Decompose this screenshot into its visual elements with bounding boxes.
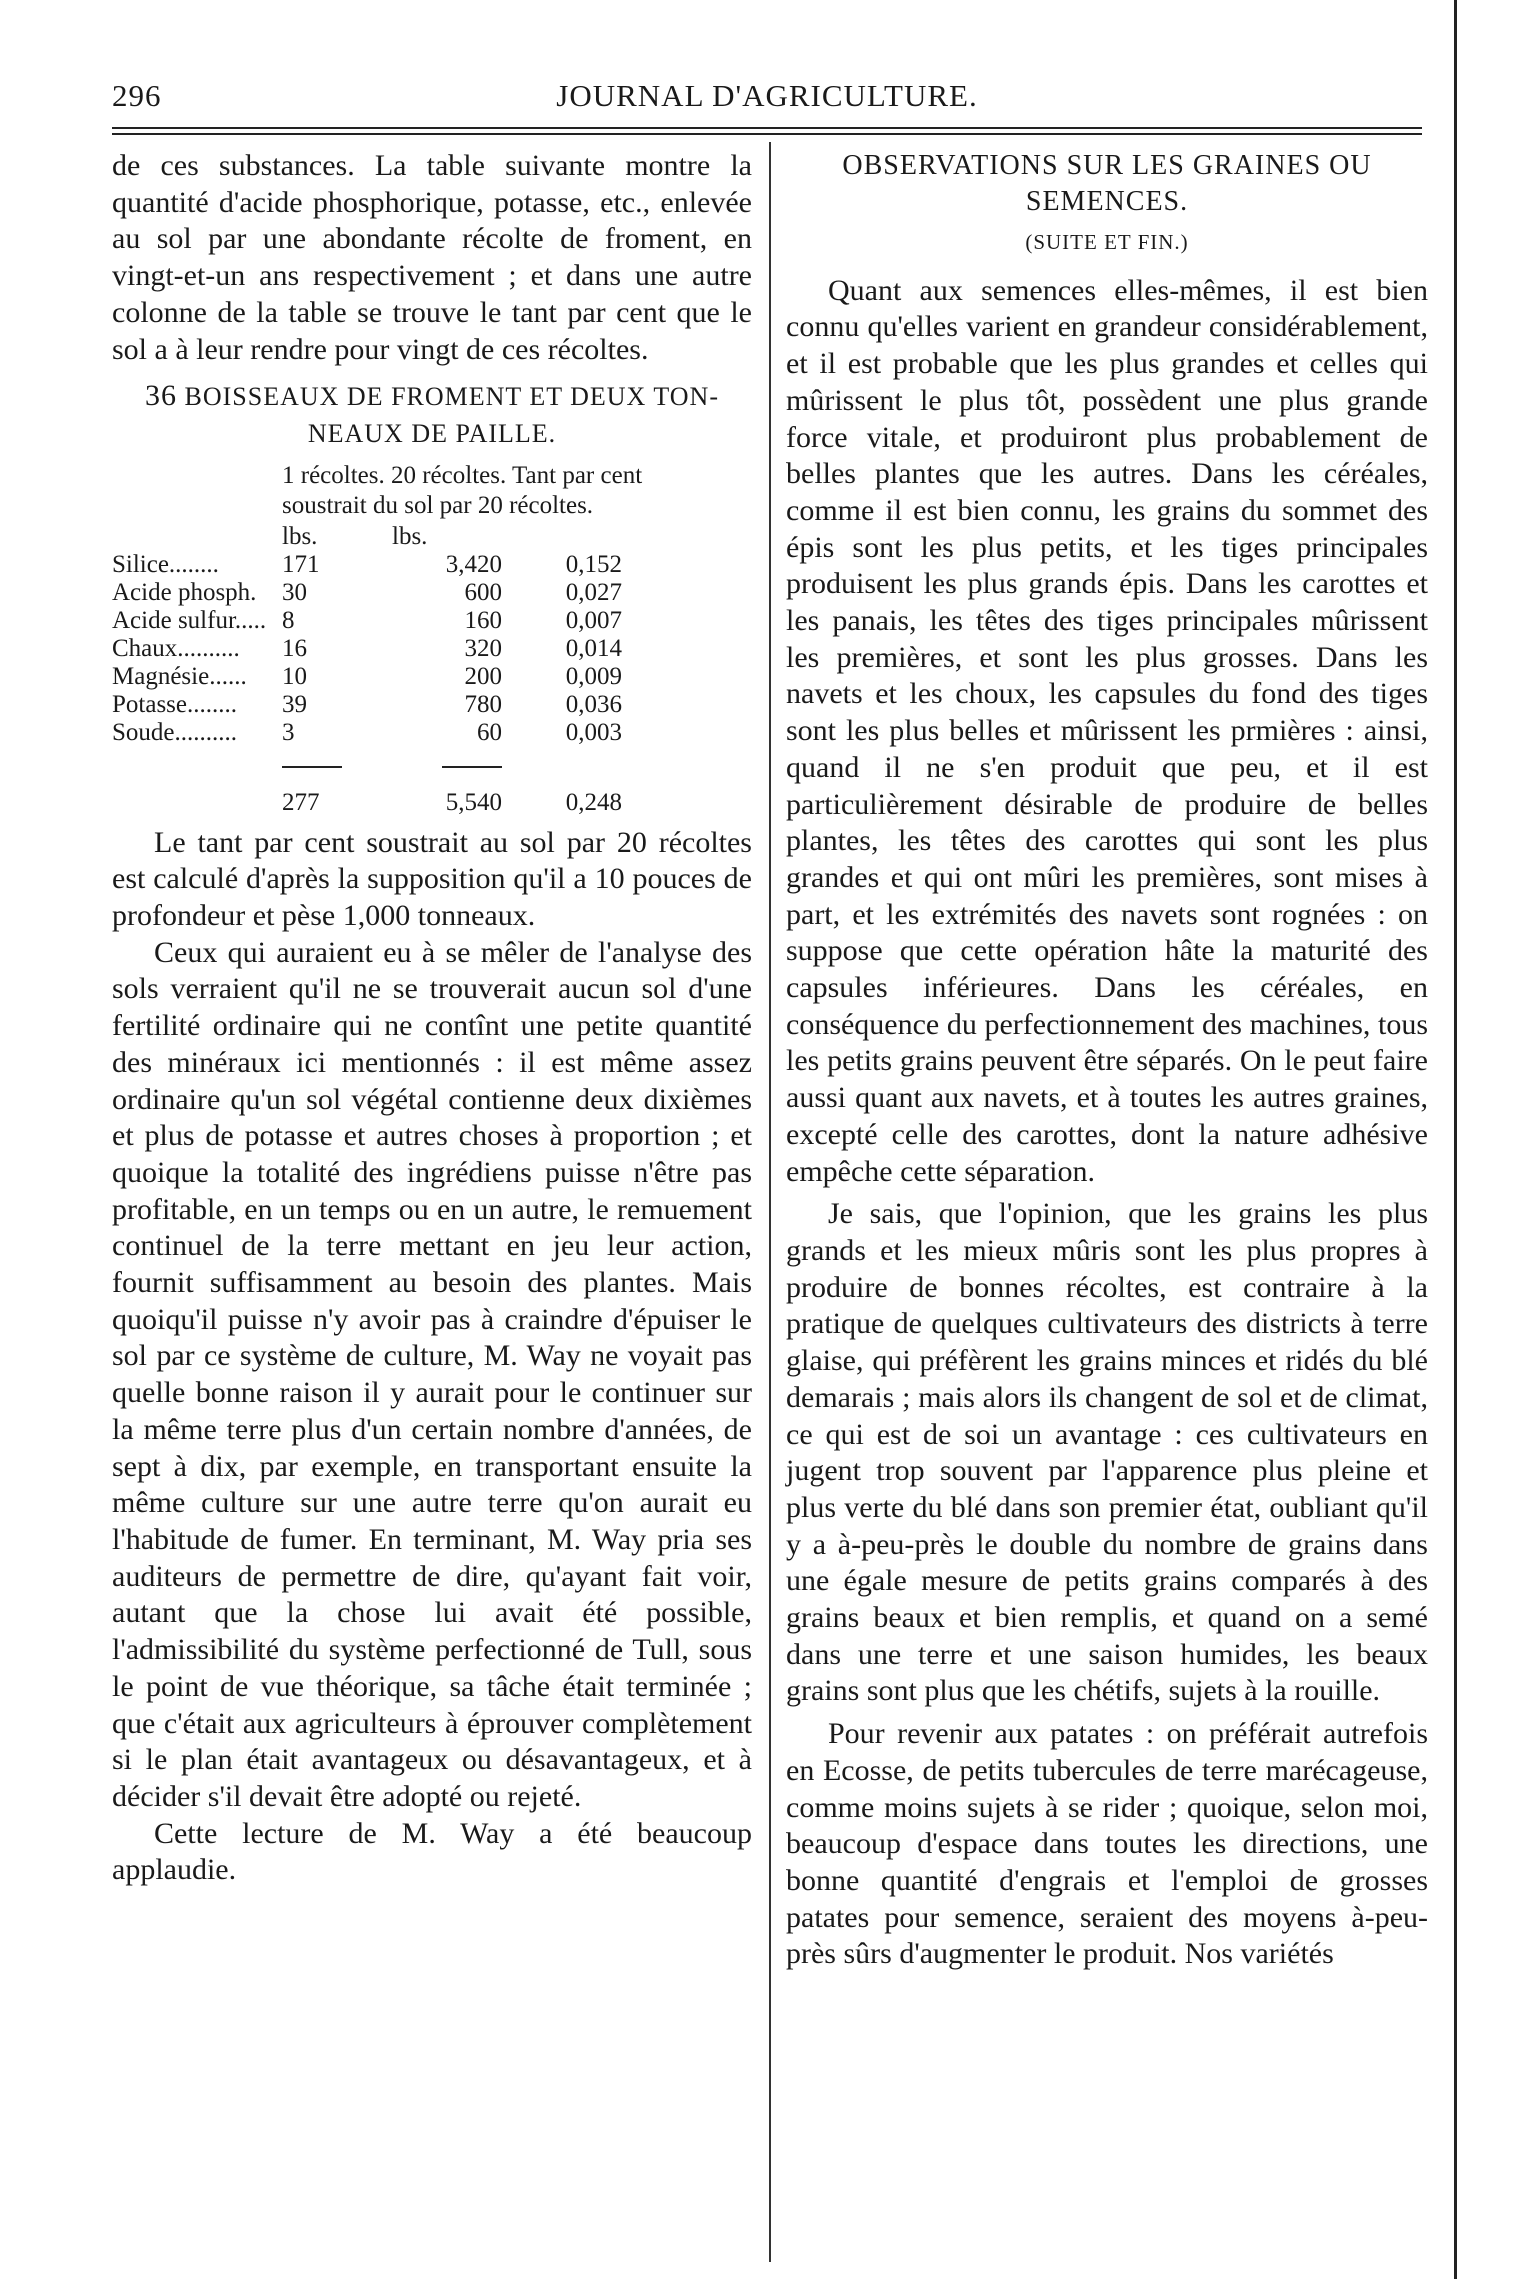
table-row: [112, 607, 622, 635]
row-label: Chaux..........: [112, 634, 240, 662]
cell-one-harvest: 171: [282, 550, 320, 578]
row-label: Magnésie......: [112, 662, 247, 690]
unit-cell: lbs.: [392, 522, 428, 550]
left-paragraph-4: Cette lecture de M. Way a été beaucoup applaudie.: [112, 1816, 752, 1887]
cell-one-harvest: 16: [282, 634, 307, 662]
header-rule-bottom: [112, 133, 1422, 135]
article-subtitle: (SUITE ET FIN.): [1025, 230, 1189, 254]
cell-percent: 0,152: [565, 550, 622, 578]
table-title-line2: NEAUX DE PAILLE.: [307, 418, 557, 448]
total-percent: 0,248: [565, 788, 622, 816]
table-row: [112, 579, 622, 607]
left-paragraph-1: de ces substances. La table suivante montre la quantité d'acide phosphorique, potasse, etc., enlevée au sol par une abondante récolte de froment, en vingt-et-un ans respectivement ; et dans une autre colonne de la table se trouve le tant par cent que le sol a à leur rendre pour vingt de ces récoltes.: [112, 149, 752, 366]
cell-one-harvest: 3: [282, 718, 295, 746]
page-number: 296: [112, 78, 162, 113]
table-title-text: BOISSEAUX DE FROMENT ET DEUX TON-: [184, 382, 719, 412]
cell-percent: 0,036: [565, 690, 622, 718]
row-label: Acide sulfur.....: [112, 606, 267, 634]
table-title-number: 36: [145, 379, 177, 413]
cell-percent: 0,003: [565, 718, 622, 746]
cell-twenty-harvests: 160: [464, 606, 502, 634]
table-row: [112, 635, 622, 663]
table-header-line2: soustrait du sol par 20 récoltes.: [282, 491, 594, 519]
header-rule-top: [112, 127, 1422, 129]
left-paragraph-2: Le tant par cent soustrait au sol par 20 récoltes est calculé d'après la supposition qu'il a 10 pouces de profondeur et pèse 1,000 tonneaux.: [112, 825, 752, 933]
page-edge-line: [1454, 0, 1457, 2279]
cell-one-harvest: 10: [282, 662, 307, 690]
page-header: [112, 72, 1422, 122]
left-column: [112, 148, 752, 1889]
table-header-line1: 1 récoltes. 20 récoltes. Tant par cent: [282, 461, 643, 489]
table-title: [112, 378, 752, 416]
row-label: Soude..........: [112, 718, 237, 746]
table-row: [112, 551, 622, 579]
cell-twenty-harvests: 200: [464, 662, 502, 690]
table-row: [112, 719, 622, 747]
total-one-harvest: 277: [282, 788, 320, 816]
cell-percent: 0,014: [565, 634, 622, 662]
article-title: OBSERVATIONS SUR LES GRAINES OU SEMENCES.: [842, 150, 1372, 217]
unit-cell: lbs.: [282, 522, 318, 550]
right-paragraph-2: Je sais, que l'opinion, que les grains les plus grands et les mieux mûris sont les plus propres à produire de bonnes récoltes, est contraire à la pratique de quelques cultivateurs des districts à terre glaise, qui préfèrent les grains minces et ridés du blé demarais ; mais alors ils changent de sol et de climat, ce qui est de soi un avantage : ces cultivateurs en jugent trop souvent par l'apparence plus pleine et plus verte du blé dans son premier état, oubliant qu'il y a à-peu-près le double du nombre de grains dans une égale mesure de petits grains comparés à des grains beaux et bien remplis, et quand on a semé dans une terre et une saison humides, les beaux grains sont plus que les chétifs, sujets à la rouille.: [786, 1197, 1428, 1708]
minerals-table: [112, 523, 622, 817]
right-paragraph-3: Pour revenir aux patates : on préférait autrefois en Ecosse, de petits tubercules de terre marécageuse, comme moins sujets à se rider ; quoique, selon moi, beaucoup d'espace dans toutes les directions, une bonne quantité d'engrais et l'emploi de grosses patates pour semence, seraient des moyens à-peu-près sûrs d'augmenter le produit. Nos variétés: [786, 1717, 1428, 1971]
table-total-row: [112, 775, 622, 817]
sum-rule-row: [112, 747, 622, 775]
cell-twenty-harvests: 60: [477, 718, 502, 746]
right-column: [786, 148, 1428, 1973]
running-title: JOURNAL D'AGRICULTURE.: [556, 78, 978, 113]
sum-rule: [442, 766, 502, 768]
cell-percent: 0,027: [565, 578, 622, 606]
table-units-row: [112, 523, 622, 551]
cell-twenty-harvests: 3,420: [445, 550, 502, 578]
table-column-headers: [112, 461, 752, 521]
cell-one-harvest: 8: [282, 606, 295, 634]
left-paragraph-3: Ceux qui auraient eu à se mêler de l'analyse des sols verraient qu'il ne se trouverait aucun sol d'une fertilité ordinaire qui ne contînt une petite quantité des minéraux ici mentionnés : il est même assez ordinaire qu'un sol végétal contienne deux dixièmes et plus de potasse et autres choses à proportion ; et quoique la totalité des ingrédiens puisse n'être pas profitable, en un temps ou en un autre, le remuement continuel de la terre mettant en jeu leur action, fournit suffisamment au besoin des plantes. Mais quoiqu'il puisse n'y avoir pas à craindre d'épuiser le sol par ce système de culture, M. Way ne voyait pas quelle bonne raison il y aurait pour le continuer sur la même terre plus d'un certain nombre d'années, de sept à dix, par exemple, en transportant ensuite la même culture sur une autre terre qu'on aurait eu l'habitude de fumer. En terminant, M. Way pria ses auditeurs de permettre de dire, qu'ayant fait voir, autant que la chose lui avait été possible, l'admissibilité du système perfectionné de Tull, sous le point de vue théorique, sa tâche était terminée ; que c'était aux agriculteurs à éprouver complètement si le plan était avantageux ou désavantageux, et à décider s'il devait être adopté ou rejeté.: [112, 935, 752, 1813]
cell-twenty-harvests: 600: [464, 578, 502, 606]
row-label: Acide phosph.: [112, 578, 257, 606]
sum-rule: [282, 766, 342, 768]
column-divider: [769, 142, 771, 2262]
row-label: Potasse........: [112, 690, 237, 718]
cell-one-harvest: 39: [282, 690, 307, 718]
cell-twenty-harvests: 320: [464, 634, 502, 662]
cell-percent: 0,009: [565, 662, 622, 690]
right-paragraph-1: Quant aux semences elles-mêmes, il est bien connu qu'elles varient en grandeur considérablement, et il est probable que les plus grandes et celles qui mûrissent le plus tôt, possèdent une plus grande force vitale, et produiront plus probablement de belles plantes que les autres. Dans les céréales, comme il est bien connu, les grains du sommet des épis sont les plus petits, et les tiges principales produisent les plus grands épis. Dans les carottes et les panais, les têtes des tiges principales mûrissent les premières, et sont les plus grosses. Dans les navets et les choux, les capsules du fond des tiges sont les plus belles et mûrissent les prmières : ainsi, quand il ne s'en produit que peu, et il est particulièrement désirable de produire de belles plantes, les têtes des carottes qui sont les plus grandes et qui ont mûri les premières, sont mises à part, et les extrémités des navets sont rognées : on suppose que cette opération hâte la maturité des capsules inférieures. Dans les céréales, en conséquence du perfectionnement des machines, tous les petits grains peuvent être séparés. On le peut faire aussi quant aux navets, et à toutes les autres graines, excepté celle des carottes, dont la nature adhésive empêche cette séparation.: [786, 273, 1428, 1188]
total-twenty-harvests: 5,540: [445, 788, 502, 816]
row-label: Silice........: [112, 550, 219, 578]
table-row: [112, 663, 622, 691]
cell-percent: 0,007: [565, 606, 622, 634]
cell-one-harvest: 30: [282, 578, 307, 606]
table-row: [112, 691, 622, 719]
cell-twenty-harvests: 780: [464, 690, 502, 718]
